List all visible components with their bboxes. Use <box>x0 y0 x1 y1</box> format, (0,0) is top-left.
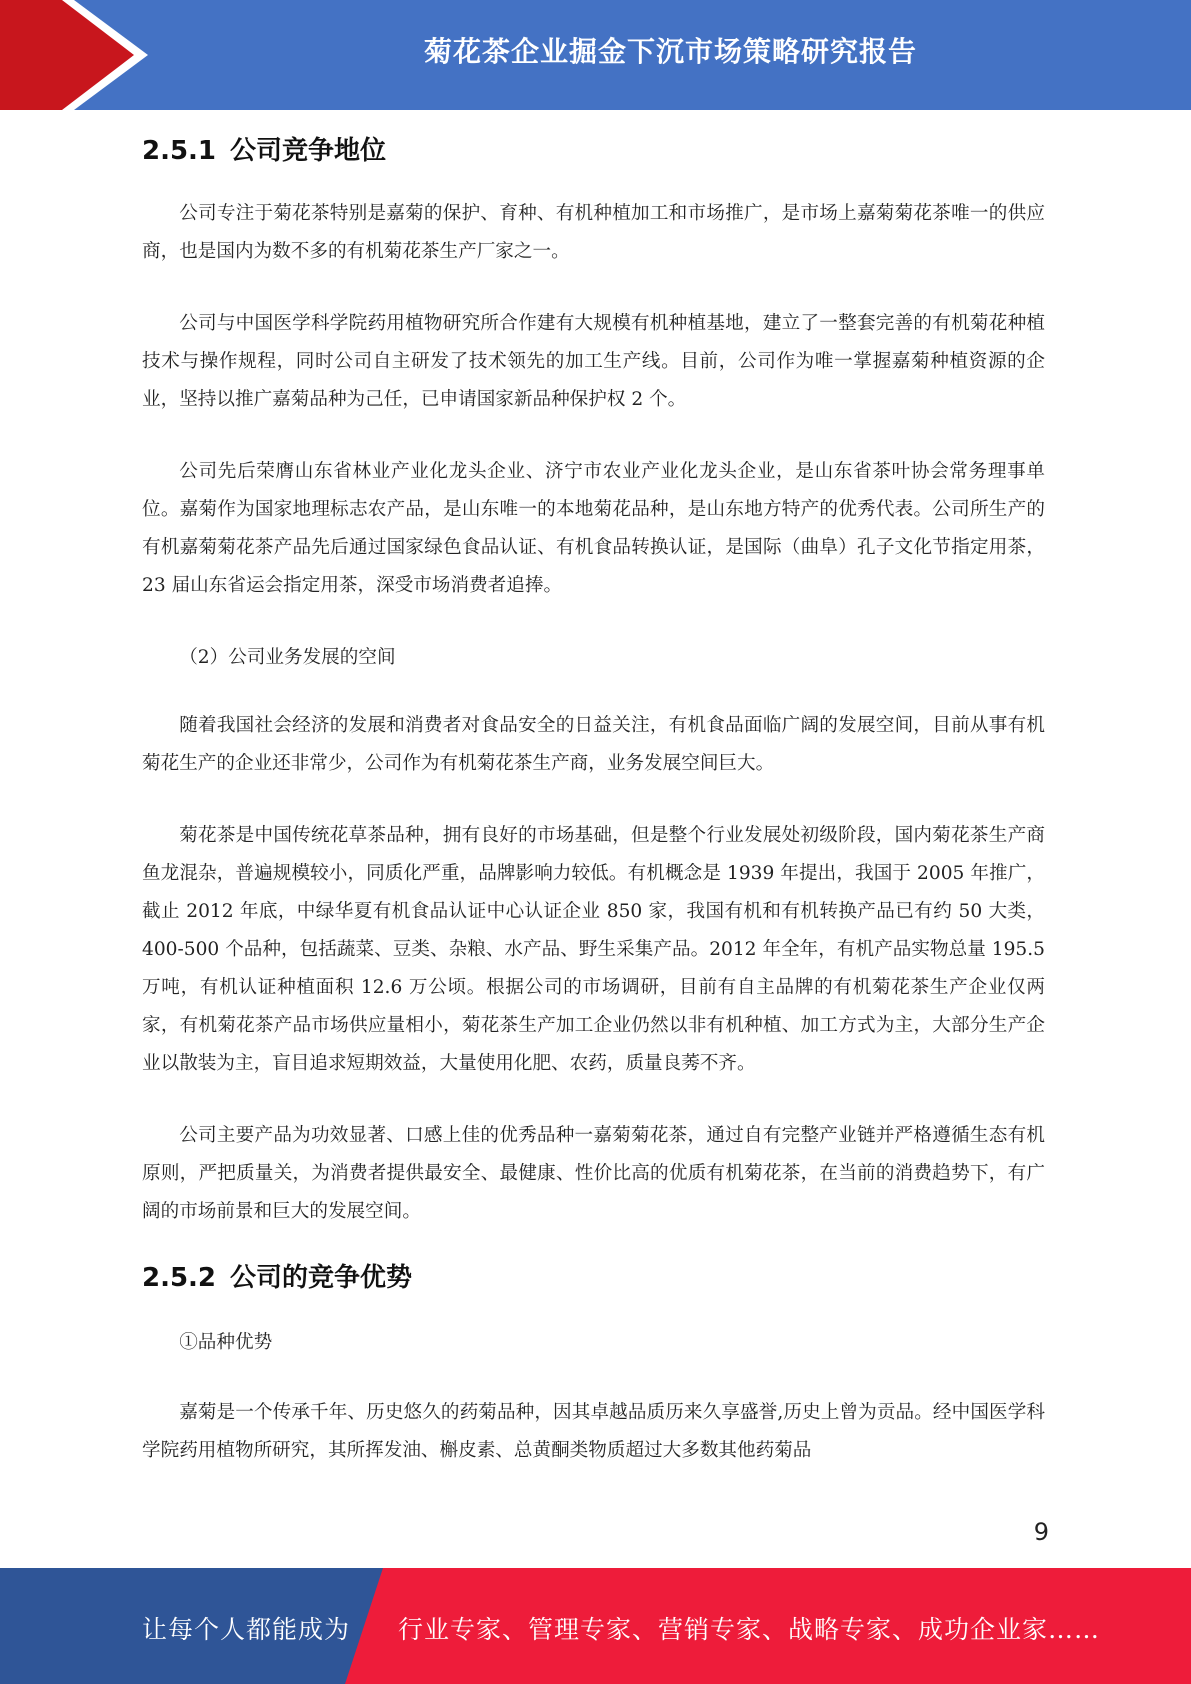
paragraph: 菊花茶是中国传统花草茶品种，拥有良好的市场基础，但是整个行业发展处初级阶段，国内菊花茶生产商鱼龙混杂，普遍规模较小，同质化严重，品牌影响力较低。有机概念是 1939 年提出，我国于 2005 年推广，截止 2012 年底，中绿华夏有机食品认证中心认证企业 850 家，我国有机和有机转换产品已有约 50 大类，400-500 个品种，包括蔬菜、豆类、杂粮、水产品、野生采集产品。2012 年全年，有机产品实物总量 195.5 万吨，有机认证种植面积 12.6 万公顷。根据公司的市场调研，目前有自主品牌的有机菊花茶生产企业仅两家，有机菊花茶产品市场供应量相小，菊花茶生产加工企业仍然以非有机种植、加工方式为主，大部分生产企业以散装为主，盲目追求短期效益，大量使用化肥、农药，质量良莠不齐。 <box>142 825 1045 1074</box>
section-title: 公司的竞争优势 <box>230 1263 413 1293</box>
page-footer <box>0 1568 1191 1684</box>
paragraph: 随着我国社会经济的发展和消费者对食品安全的日益关注，有机食品面临广阔的发展空间，目前从事有机菊花生产的企业还非常少，公司作为有机菊花茶生产商，业务发展空间巨大。 <box>142 715 1045 774</box>
footer-slogan-right: 行业专家、管理专家、营销专家、战略专家、成功企业家…… <box>398 1615 1101 1644</box>
document-body <box>142 130 1045 1470</box>
paragraph: 公司先后荣膺山东省林业产业化龙头企业、济宁市农业产业化龙头企业，是山东省茶叶协会常务理事单位。嘉菊作为国家地理标志农产品，是山东唯一的本地菊花品种，是山东地方特产的优秀代表。公司所生产的有机嘉菊菊花茶产品先后通过国家绿色食品认证、有机食品转换认证，是国际（曲阜）孔子文化节指定用茶，23 届山东省运会指定用茶，深受市场消费者追捧。 <box>142 461 1045 596</box>
subheading-variety-advantage: ①品种优势 <box>179 1332 273 1353</box>
paragraph: 公司主要产品为功效显著、口感上佳的优秀品种一嘉菊菊花茶，通过自有完整产业链并严格遵循生态有机原则，严把质量关，为消费者提供最安全、最健康、性价比高的优质有机菊花茶，在当前的消费趋势下，有广阔的市场前景和巨大的发展空间。 <box>142 1125 1045 1222</box>
footer-slogan-left: 让每个人都能成为 <box>142 1615 351 1644</box>
section-number: 2.5.1 <box>142 136 217 166</box>
section-heading-competitive-position <box>142 130 1045 167</box>
section-title: 公司竞争地位 <box>230 136 387 166</box>
section-heading-competitive-advantage <box>142 1257 1045 1294</box>
header-title: 菊花茶企业掘金下沉市场策略研究报告 <box>423 35 917 68</box>
subheading-business-space: （2）公司业务发展的空间 <box>179 647 396 668</box>
paragraph: 嘉菊是一个传承千年、历史悠久的药菊品种，因其卓越品质历来久享盛誉,历史上曾为贡品。经中国医学科学院药用植物所研究，其所挥发油、槲皮素、总黄酮类物质超过大多数其他药菊品 <box>142 1402 1045 1461</box>
paragraph: 公司与中国医学科学院药用植物研究所合作建有大规模有机种植基地，建立了一整套完善的有机菊花种植技术与操作规程，同时公司自主研发了技术领先的加工生产线。目前，公司作为唯一掌握嘉菊种植资源的企业，坚持以推广嘉菊品种为己任，已申请国家新品种保护权 2 个。 <box>142 313 1045 410</box>
paragraph: 公司专注于菊花茶特别是嘉菊的保护、育种、有机种植加工和市场推广，是市场上嘉菊菊花茶唯一的供应商，也是国内为数不多的有机菊花茶生产厂家之一。 <box>142 203 1045 262</box>
header-arrow-decoration <box>0 0 160 110</box>
page-header <box>0 0 1191 110</box>
section-number: 2.5.2 <box>142 1263 217 1293</box>
page-number: 9 <box>1033 1518 1049 1546</box>
